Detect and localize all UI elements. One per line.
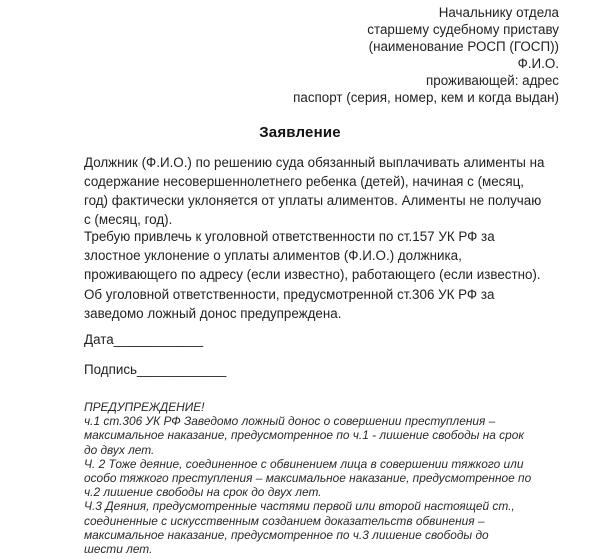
header-line: паспорт (серия, номер, кем и когда выдан) (293, 90, 559, 105)
warning-line: максимальное наказание, предусмотренное по ч.3 лишение свободы до (84, 527, 489, 542)
warning-line: Ч.3 Деяния, предусмотренные частями первой или второй настоящей ст., (84, 499, 515, 514)
paragraph-line: Об уголовной ответственности, предусмотренной ст.306 УК РФ за (84, 287, 495, 302)
paragraph-line: с (месяц, год). (84, 212, 173, 227)
paragraph-line: содержание несовершеннолетнего ребенка (детей), начиная с (месяц, (84, 174, 525, 189)
header-line: старшему судебному приставу (367, 22, 559, 37)
paragraph-line: злостное уклонение о уплаты алиментов (Ф.И.О.) должника, (84, 248, 462, 263)
paragraph-liability-notice (84, 285, 494, 323)
warning-line: особо тяжкого преступления – максимальное наказание, предусмотренное по (84, 471, 532, 486)
header-line: проживающей: адрес (426, 73, 559, 88)
header-line: Начальнику отдела (438, 5, 559, 20)
warning-block (84, 400, 531, 556)
warning-line: ч.1 ст.306 УК РФ Заведомо ложный донос о совершении преступления – (84, 414, 496, 429)
paragraph-line: Должник (Ф.И.О.) по решению суда обязанный выплачивать алименты на (84, 155, 545, 170)
paragraph-demand (84, 227, 541, 284)
warning-line: Ч. 2 Тоже деяние, соединенное с обвинением лица в совершении тяжкого или (84, 456, 524, 471)
document-title: Заявление (259, 124, 341, 141)
paragraph-line: Требую привлечь к уголовной ответственности по ст.157 УК РФ за (84, 229, 495, 244)
paragraph-debtor (84, 153, 544, 229)
warning-line: шести лет. (84, 542, 153, 557)
header-line: (наименование РОСП (ГОСП)) (368, 39, 559, 54)
paragraph-line: заведомо ложный донос предупреждена. (84, 306, 342, 321)
warning-line: ч.2 лишение свободы на срок до двух лет. (84, 485, 322, 500)
paragraph-line: год) фактически уклоняется от уплаты алиментов. Алименты не получаю (84, 193, 542, 208)
warning-line: до двух лет. (84, 442, 155, 457)
header-line: Ф.И.О. (517, 56, 559, 71)
date-field: Дата____________ (84, 332, 204, 347)
signature-field: Подпись____________ (84, 362, 227, 377)
warning-line: соединенные с искусственным созданием доказательств обвинения – (84, 513, 485, 528)
warning-heading: ПРЕДУПРЕЖДЕНИЕ! (84, 400, 205, 414)
warning-line: максимальное наказание, предусмотренное по ч.1 - лишение свободы на срок (84, 428, 524, 443)
paragraph-line: проживающего по адресу (если известно), работающего (если известно). (84, 267, 541, 282)
addressee-block (293, 4, 559, 106)
